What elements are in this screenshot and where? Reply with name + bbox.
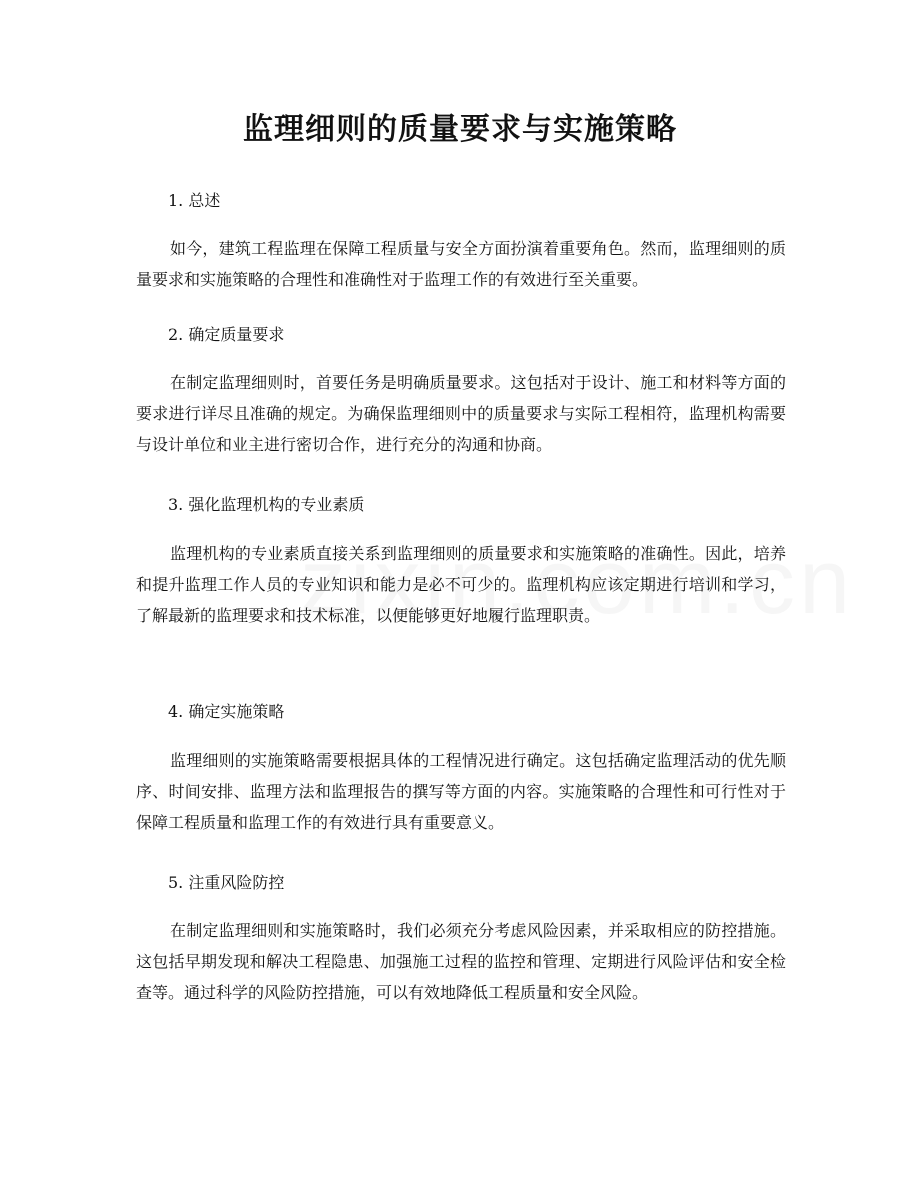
section-paragraph-1: 如今，建筑工程监理在保障工程质量与安全方面扮演着重要角色。然而，监理细则的质量要求和实施策略的合理性和准确性对于监理工作的有效进行至关重要。 (136, 239, 786, 289)
section-heading-5: 5. 注重风险防控 (168, 873, 285, 892)
section-paragraph-2: 在制定监理细则时，首要任务是明确质量要求。这包括对于设计、施工和材料等方面的要求进行详尽且准确的规定。为确保监理细则中的质量要求与实际工程相符，监理机构需要与设计单位和业主进行密切合作，进行充分的沟通和协商。 (136, 373, 786, 454)
section-paragraph-4: 监理细则的实施策略需要根据具体的工程情况进行确定。这包括确定监理活动的优先顺序、时间安排、监理方法和监理报告的撰写等方面的内容。实施策略的合理性和可行性对于保障工程质量和监理工作的有效进行具有重要意义。 (136, 751, 786, 832)
section-heading-4: 4. 确定实施策略 (168, 702, 285, 721)
section-paragraph-5: 在制定监理细则和实施策略时，我们必须充分考虑风险因素，并采取相应的防控措施。这包括早期发现和解决工程隐患、加强施工过程的监控和管理、定期进行风险评估和安全检查等。通过科学的风险防控措施，可以有效地降低工程质量和安全风险。 (136, 921, 786, 1002)
page-title: 监理细则的质量要求与实施策略 (243, 112, 677, 147)
section-heading-1: 1. 总述 (168, 191, 221, 210)
section-paragraph-3: 监理机构的专业素质直接关系到监理细则的质量要求和实施策略的准确性。因此，培养和提升监理工作人员的专业知识和能力是必不可少的。监理机构应该定期进行培训和学习，了解最新的监理要求和技术标准，以便能够更好地履行监理职责。 (136, 544, 786, 625)
section-heading-2: 2. 确定质量要求 (168, 325, 285, 344)
section-heading-3: 3. 强化监理机构的专业素质 (168, 495, 365, 514)
